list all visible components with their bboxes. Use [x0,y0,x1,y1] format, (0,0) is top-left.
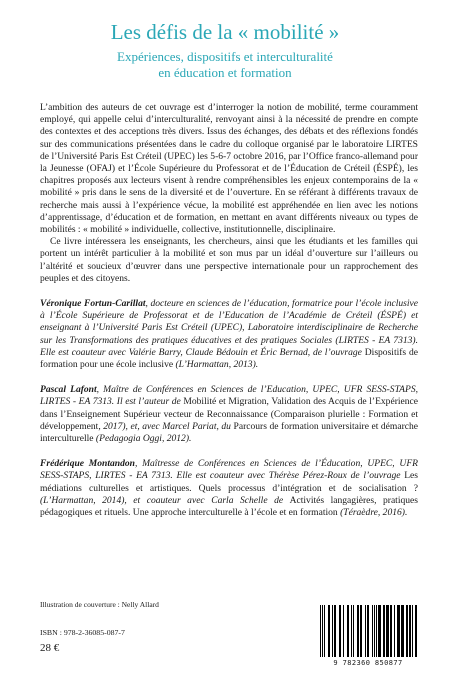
book-title: Les défis de la « mobilité » [110,20,340,44]
author-name: Frédérique Montandon [40,458,135,470]
barcode [314,603,422,668]
barcode-bar [360,605,362,657]
author-bio-fortun-carillat [40,298,418,371]
barcode-bar [322,605,323,657]
bio-text: (L’Harmattan, 2013). [173,359,259,371]
barcode-bar [347,605,349,657]
bio-text: (Téraèdre, 2016). [337,507,408,519]
bio-work-title: Activités langagières, pratiques pédagogiques et rituels. Une approche interculturelle à l’école et en formation [40,494,418,519]
barcode-bar [412,605,413,657]
bio-text: (Pedagogia Oggi, 2012). [93,433,192,445]
barcode-bar [351,605,352,657]
audience-paragraph: Ce livre intéressera les enseignants, les chercheurs, ainsi que les étudiants et les familles qui portent un intérêt particulier à la mobilité et son mus par un idéal d’ouverture sur l’ailleurs ou l’altérité et soucieux d’œuvrer dans une perspective internationale pour un rapprochement des peuples et des citoyens. [40,236,418,284]
barcode-digits: 9 782360 850877 [333,659,403,667]
intro-paragraph: L’ambition des auteurs de cet ouvrage est d’interroger la notion de mobilité, terme couramment employé, qui appelle celui d’interculturalité, renvoyant ainsi à la nécessité de prendre en compte des contextes et des acceptions très divers. Issus des échanges, des débats et des réflexions fondés sur des communications présentées dans le cadre du colloque organisé par le laboratoire LIRTES de l’Université Paris Est Créteil (UPEC) les 5-6-7 octobre 2016, par l’Office franco-allemand pour la Jeunesse (OFAJ) et l’École Supérieure du Professorat et de l’Éducation de Créteil (ÉSPÉ), les chapitres proposés aux lecteurs visent à rendre compréhensibles les enjeux contemporains de la « mobilité » pris dans le sens de la diversité et de l’ouverture. En se référant à différents travaux de recherche mais aussi à l’expérience vécue, la mobilité est appréhendée en lien avec les notions d’apprentissage, d’éducation et de formation, en mettant en avant différents niveaux ou types de mobilités : « mobilité » individuelle, collective, institutionnelle, disciplinaire. [40,102,418,236]
author-bio-lafont [40,384,418,445]
barcode-bar [383,605,385,657]
barcode-bar [367,605,369,657]
bio-text: , docteure en sciences de l’éducation, formatrice pour l’école inclusive à l’École Supérieure de Professorat et de l’Education de l’Académie de Créteil (ÉSPÉ) et enseignant à l’Université Paris Est Créteil (UPEC), Laboratoire interdisciplinaire de Recherche sur les Transformations des pratiques éducatives et des pratiques Sociales (LIRTES - EA 7313). Elle est coauteur avec Valérie Barry, Claude Bédouin et Éric Bernad, de l’ouvrage [40,298,418,358]
barcode-bar [415,605,417,657]
bio-text: (L’Harmattan, 2014), et coauteur avec Carla Schelle de [40,494,290,506]
bio-text: , Maître de Conférences en Sciences de l’Education, UPEC, UFR SESS-STAPS, LIRTES - EA 7313. Il est l’auteur de [40,384,419,408]
barcode-bar [334,605,336,657]
barcode-bar [339,605,341,657]
barcode-bar [378,605,381,657]
bio-work-title: Dispositifs de formation pour une école inclusive [40,346,418,371]
barcode-bar [394,605,395,657]
barcode-bar [386,605,389,657]
subtitle-line-2: en éducation et formation [158,64,292,80]
cover-credit: Illustration de couverture : Nelly Allard [40,600,159,609]
barcode-bar [374,605,375,657]
author-name: Pascal Lafont [40,384,97,396]
barcode-bar [357,605,359,657]
bio-work-title: Parcours de formation universitaire et démarche interculturelle [40,420,419,445]
blurb [40,102,418,519]
barcode-bar [343,605,344,657]
subtitle-line-1: Expériences, dispositifs et interculturalité [117,49,333,64]
barcode-bar [409,605,411,657]
barcode-bar [372,605,373,657]
barcode-bar [353,605,354,657]
bio-work-title: Les médiations culturelles et artistiques. Quels processus d’intégration et de socialisation ? [40,470,418,494]
barcode-bar [401,605,404,657]
barcode-bar [320,605,321,657]
barcode-bar [397,605,400,657]
barcode-bars-icon [314,603,422,659]
barcode-bar [324,605,325,657]
barcode-bar [328,605,330,657]
author-bio-montandon [40,458,418,519]
barcode-bar [406,605,408,657]
author-name: Véronique Fortun-Carillat [40,298,146,310]
barcode-bar [365,605,366,657]
bio-text: , Maîtresse de Conférences en Sciences de l’Éducation, UPEC, UFR SESS-STAPS, LIRTES - EA 7313. Elle est coauteur avec Thérèse Pérez-Roux de l’ouvrage [40,458,418,482]
barcode-bar [332,605,333,657]
book-subtitle [0,49,450,80]
isbn: ISBN : 978-2-36085-087-7 [40,628,125,637]
bio-text: , 2017), et, avec Marcel Pariat, du [98,420,234,432]
price: 28 € [40,642,60,654]
barcode-bar [376,605,377,657]
barcode-bar [390,605,392,657]
bio-work-title: Mobilité et Migration, Validation des Acquis de l’Expérience dans l’Enseignement Supérieur vecteur de Reconnaissance (Comparaison plurielle : Formation et développement [40,396,419,432]
